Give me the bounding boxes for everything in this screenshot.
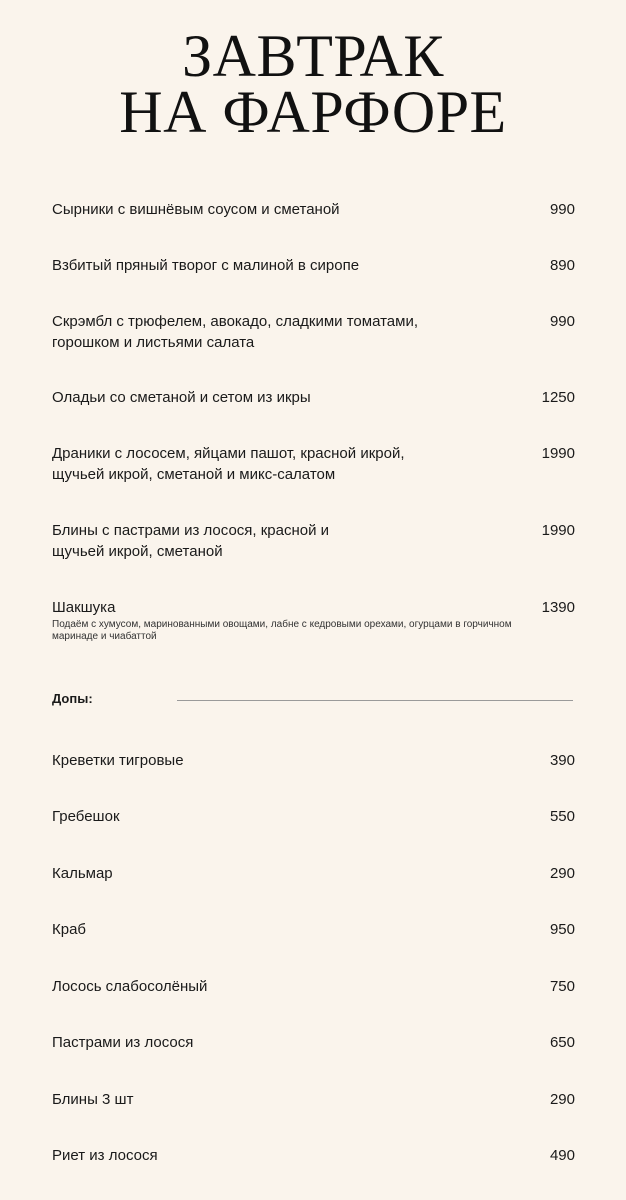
extras-item-price: 750 — [549, 978, 575, 995]
extras-item-name: Креветки тигровые — [52, 752, 184, 769]
menu-item-price: 890 — [549, 257, 575, 274]
page-title-line-1: ЗАВТРАК — [182, 23, 444, 89]
extras-item-price: 490 — [549, 1147, 575, 1164]
menu-item — [52, 387, 575, 408]
extras-item-price: 390 — [549, 752, 575, 769]
extras-item-name: Блины 3 шт — [52, 1091, 134, 1108]
extras-item-name: Кальмар — [52, 865, 113, 882]
extras-item-price: 950 — [549, 921, 575, 938]
menu-item — [52, 255, 575, 276]
menu-item — [52, 199, 575, 220]
extras-item — [52, 1089, 575, 1110]
menu-item — [52, 597, 575, 643]
menu-item-price: 1390 — [541, 599, 575, 616]
menu-item-price: 990 — [549, 313, 575, 330]
extras-item-name: Риет из лосося — [52, 1147, 158, 1164]
menu-item-name: Шакшука — [52, 599, 116, 616]
menu-item-name: Взбитый пряный творог с малиной в сиропе — [52, 257, 360, 274]
page-title — [0, 23, 626, 145]
page-title-line-2: НА ФАРФОРЕ — [119, 79, 507, 145]
menu-item-price: 990 — [549, 201, 575, 218]
extras-item — [52, 919, 575, 940]
extras-item — [52, 1145, 575, 1166]
menu-item — [52, 520, 575, 562]
extras-item-name: Краб — [52, 921, 87, 938]
extras-item — [52, 1032, 575, 1053]
extras-item-name: Лосось слабосолёный — [52, 978, 208, 995]
menu-item-name: Драники с лососем, яйцами пашот, красной икрой, щучьей икрой, сметаной и микс-салатом — [52, 445, 405, 483]
menu-item — [52, 311, 575, 353]
extras-item-price: 650 — [549, 1034, 575, 1051]
menu-item-price: 1250 — [541, 389, 575, 406]
extras-item — [52, 750, 575, 771]
divider — [177, 700, 573, 701]
menu-item-price: 1990 — [541, 445, 575, 462]
extras-item-name: Пастрами из лосося — [52, 1034, 194, 1051]
menu-item-name: Скрэмбл с трюфелем, авокадо, сладкими томатами, горошком и листьями салата — [52, 313, 418, 351]
extras-item-price: 550 — [549, 808, 575, 825]
menu-item-name: Оладьи со сметаной и сетом из икры — [52, 389, 311, 406]
menu-item-description: Подаём с хумусом, маринованными овощами, лабне с кедровыми орехами, огурцами в горчичном маринаде и чиабаттой — [52, 619, 512, 642]
extras-item-price: 290 — [549, 865, 575, 882]
menu-item-name: Сырники с вишнёвым соусом и сметаной — [52, 201, 340, 218]
extras-item-name: Гребешок — [52, 808, 120, 825]
extras-item-price: 290 — [549, 1091, 575, 1108]
extras-heading: Допы: — [52, 691, 93, 706]
extras-item — [52, 863, 575, 884]
extras-item — [52, 806, 575, 827]
menu-item — [52, 443, 575, 485]
extras-item — [52, 976, 575, 997]
menu-item-name: Блины с пастрами из лосося, красной и щучьей икрой, сметаной — [52, 522, 330, 560]
menu-item-price: 1990 — [541, 522, 575, 539]
